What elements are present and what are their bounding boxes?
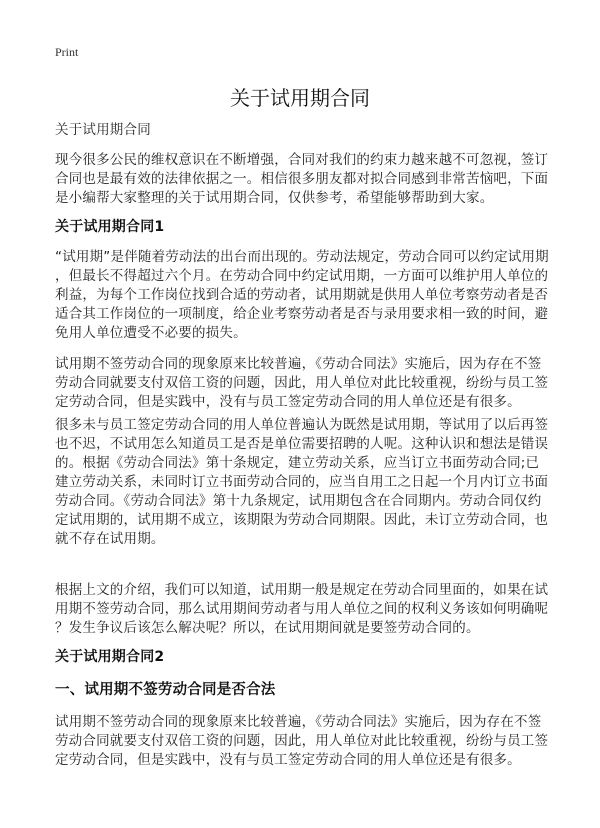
text-line: 现今很多公民的维权意识在不断增强，合同对我们的约束力越来越不可忽视，签订 [55,152,549,168]
text-line: 免用人单位遭受不必要的损失。 [55,325,247,341]
paragraph-1 [55,248,555,343]
text-line: 利益，为每个工作岗位找到合适的劳动者，试用期就是供用人单位考察劳动者是否 [55,287,549,303]
text-line: 也不迟，不试用怎么知道员工是否是单位需要招聘的人呢。这种认识和想法是错误 [55,436,549,452]
text-line: 定试用期的，试用期不成立，该期限为劳动合同期限。因此，未订立劳动合同，也 [55,512,549,528]
print-link[interactable]: Print [55,45,79,59]
paragraph-3 [55,416,555,549]
paragraph-4 [55,581,555,638]
text-line: 很多未与员工签定劳动合同的用人单位普遍认为既然是试用期，等试用了以后再签 [55,417,549,433]
text-line: 定劳动合同，但是实践中，没有与员工签定劳动合同的用人单位还是有很多。 [55,752,521,768]
text-line: 定劳动合同，但是实践中，没有与员工签定劳动合同的用人单位还是有很多。 [55,394,521,410]
paragraph-5 [55,713,555,770]
text-line: 试用期不签劳动合同的现象原来比较普遍，《劳动合同法》实施后，因为存在不签 [55,714,542,730]
text-line: 劳动合同就要支付双倍工资的问题，因此，用人单位对此比较重视，纷纷与员工签 [55,375,549,391]
text-line: 用期不签劳动合同，那么试用期间劳动者与用人单位之间的权利义务该如何明确呢 [55,601,549,617]
text-line: 建立劳动关系，未同时订立书面劳动合同的，应当自用工之日起一个月内订立书面 [55,474,549,490]
text-line: 适合其工作岗位的一项制度，给企业考察劳动者是否与录用要求相一致的时间，避 [55,306,549,322]
subsection-heading: 一、试用期不签劳动合同是否合法 [55,682,276,698]
text-line: 劳动合同。《劳动合同法》第十九条规定，试用期包含在合同期内。劳动合同仅约 [55,493,542,509]
text-line: 就不存在试用期。 [55,531,165,547]
text-line: ？发生争议后该怎么解决呢？所以，在试用期间就是要签劳动合同的。 [55,620,480,636]
section-heading-2: 关于试用期合同2 [55,649,165,665]
text-line: 的。根据《劳动合同法》第十条规定，建立劳动关系，应当订立书面劳动合同;已 [55,455,540,471]
text-line: 是小编帮大家整理的关于试用期合同，仅供参考，希望能够帮助到大家。 [55,190,494,206]
text-line: “试用期”是伴随着劳动法的出台而出现的。劳动法规定，劳动合同可以约定试用期 [55,249,549,265]
text-line: 合同也是最有效的法律依据之一。相信很多朋友都对拟合同感到非常苦恼吧，下面 [55,171,549,187]
text-line: ，但最长不得超过六个月。在劳动合同中约定试用期，一方面可以维护用人单位的 [55,268,549,284]
text-line: 劳动合同就要支付双倍工资的问题，因此，用人单位对此比较重视，纷纷与员工签 [55,733,549,749]
section-heading-1: 关于试用期合同1 [55,219,165,235]
intro-paragraph [55,151,555,208]
document-subtitle: 关于试用期合同 [55,122,151,138]
paragraph-2 [55,355,555,412]
document-title: 关于试用期合同 [230,86,370,110]
text-line: 试用期不签劳动合同的现象原来比较普遍，《劳动合同法》实施后，因为存在不签 [55,356,542,372]
text-line: 根据上文的介绍，我们可以知道，试用期一般是规定在劳动合同里面的，如果在试 [55,582,549,598]
